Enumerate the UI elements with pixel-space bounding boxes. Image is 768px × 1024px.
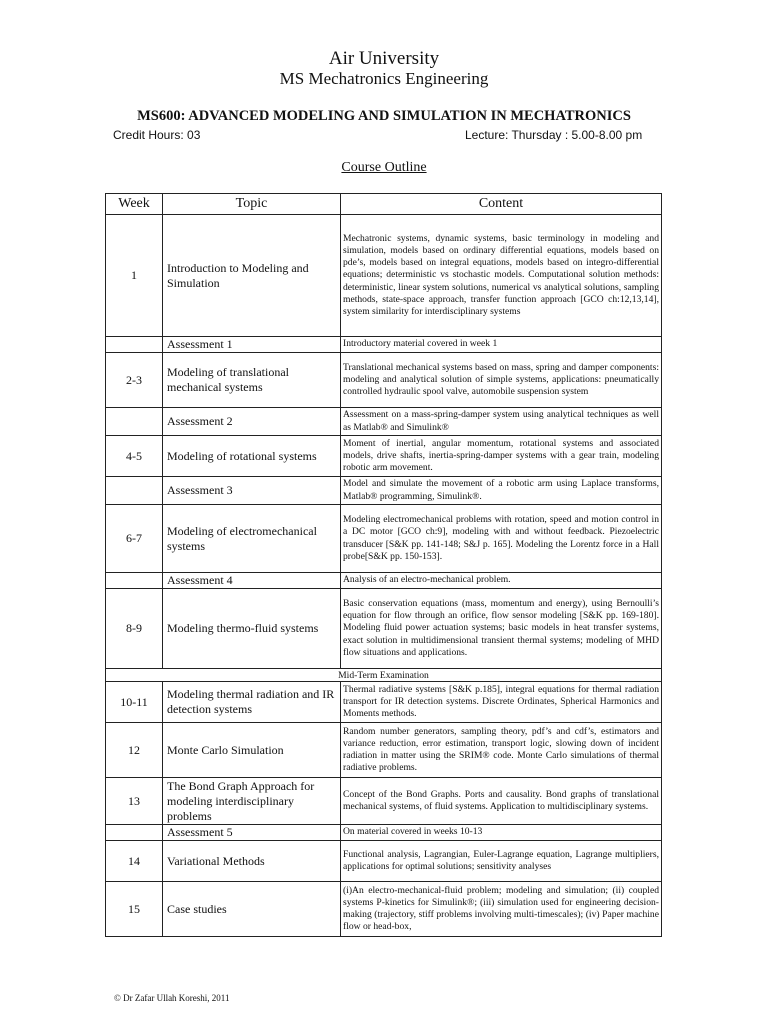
topic-cell: Assessment 2 bbox=[163, 408, 341, 436]
program-title: MS Mechatronics Engineering bbox=[279, 69, 489, 88]
week-cell: 1 bbox=[106, 215, 163, 337]
midterm-label: Mid-Term Examination bbox=[106, 669, 662, 682]
week-cell: 14 bbox=[106, 841, 163, 882]
lecture-time: Lecture: Thursday : 5.00-8.00 pm bbox=[465, 128, 643, 142]
week-cell bbox=[106, 337, 163, 353]
table-row bbox=[106, 778, 662, 825]
table-row bbox=[106, 841, 662, 882]
header-topic: Topic bbox=[163, 194, 341, 215]
table-row bbox=[106, 477, 662, 505]
topic-cell: Assessment 1 bbox=[163, 337, 341, 353]
content-cell: Mechatronic systems, dynamic systems, basic terminology in modeling and simulation, models based on ordinary differential equations, models based on pde’s, models based on integral equations, models based on integro-differential equations; deterministic vs stochastic models. Computational solution methods: deterministic, linear system solutions, numerical vs analytical solutions, sampling methods, state-space approach, transfer function approach [GCO ch:12,13,14], system similarity for interdisciplinary systems bbox=[341, 215, 662, 337]
topic-cell: Assessment 4 bbox=[163, 573, 341, 589]
credit-hours: Credit Hours: 03 bbox=[113, 128, 201, 142]
week-cell: 10-11 bbox=[106, 682, 163, 723]
content-cell: Introductory material covered in week 1 bbox=[341, 337, 662, 353]
table-row bbox=[106, 682, 662, 723]
header-week: Week bbox=[106, 194, 163, 215]
outline-title bbox=[0, 160, 768, 176]
content-cell: Model and simulate the movement of a robotic arm using Laplace transforms, Matlab® programming, Simulink®. bbox=[341, 477, 662, 505]
table-row bbox=[106, 882, 662, 937]
table-row bbox=[106, 436, 662, 477]
content-cell: (i)An electro-mechanical-fluid problem; modeling and simulation; (ii) coupled systems P-kinetics for Simulink®; (iii) simulation used for engineering decision-making (trajectory, stiff problems involving multi-timescales); (iv) Paper machine flow or head-box, bbox=[341, 882, 662, 937]
course-title: MS600: ADVANCED MODELING AND SIMULATION IN MECHATRONICS bbox=[137, 108, 631, 124]
table-row bbox=[106, 825, 662, 841]
footer-copyright: © Dr Zafar Ullah Koreshi, 2011 bbox=[114, 993, 230, 1003]
midterm-row bbox=[106, 669, 662, 682]
week-cell: 2-3 bbox=[106, 353, 163, 408]
topic-cell: Introduction to Modeling and Simulation bbox=[163, 215, 341, 337]
content-cell: Analysis of an electro-mechanical problem. bbox=[341, 573, 662, 589]
table-row bbox=[106, 215, 662, 337]
week-cell: 4-5 bbox=[106, 436, 163, 477]
week-cell: 8-9 bbox=[106, 589, 163, 669]
content-cell: Moment of inertial, angular momentum, rotational systems and associated models, drive shafts, inertia-spring-damper systems with a gear train, modeling robotic arm movement. bbox=[341, 436, 662, 477]
content-cell: On material covered in weeks 10-13 bbox=[341, 825, 662, 841]
topic-cell: Modeling of electromechanical systems bbox=[163, 505, 341, 573]
topic-cell: Modeling thermo-fluid systems bbox=[163, 589, 341, 669]
topic-cell: Assessment 5 bbox=[163, 825, 341, 841]
table-row bbox=[106, 723, 662, 778]
content-cell: Modeling electromechanical problems with rotation, speed and motion control in a DC motor [GCO ch:9], modeling with and without feedback. Piezoelectric transducer [S&K pp. 141-148; S&J p. 165]. Modeling the Lorentz force in a Hall probe[S&K pp. 150-153]. bbox=[341, 505, 662, 573]
topic-cell: Modeling of translational mechanical systems bbox=[163, 353, 341, 408]
content-cell: Concept of the Bond Graphs. Ports and causality. Bond graphs of translational mechanical systems, of fluid systems. Application to multidisciplinary systems. bbox=[341, 778, 662, 825]
week-cell bbox=[106, 573, 163, 589]
table-row bbox=[106, 353, 662, 408]
content-cell: Random number generators, sampling theory, pdf’s and cdf’s, estimators and variance reduction, error estimation, transport logic, slowing down of incident radiation in matter using the SRIM® code. Monte Carlo simulations of thermal radiative problems. bbox=[341, 723, 662, 778]
topic-cell: Case studies bbox=[163, 882, 341, 937]
week-cell: 6-7 bbox=[106, 505, 163, 573]
table-row bbox=[106, 505, 662, 573]
week-cell: 13 bbox=[106, 778, 163, 825]
table-row bbox=[106, 573, 662, 589]
topic-cell: Assessment 3 bbox=[163, 477, 341, 505]
topic-cell: Modeling thermal radiation and IR detection systems bbox=[163, 682, 341, 723]
week-cell: 15 bbox=[106, 882, 163, 937]
table-row bbox=[106, 337, 662, 353]
table-header-row bbox=[106, 194, 662, 215]
university-title: Air University bbox=[328, 48, 440, 69]
topic-cell: Monte Carlo Simulation bbox=[163, 723, 341, 778]
topic-cell: Modeling of rotational systems bbox=[163, 436, 341, 477]
content-cell: Assessment on a mass-spring-damper system using analytical techniques as well as Matlab® and Simulink® bbox=[341, 408, 662, 436]
content-cell: Thermal radiative systems [S&K p.185], integral equations for thermal radiation transport for IR detection systems. Discrete Ordinates, Spherical Harmonics and Moments methods. bbox=[341, 682, 662, 723]
table-row bbox=[106, 408, 662, 436]
table-row bbox=[106, 589, 662, 669]
week-cell: 12 bbox=[106, 723, 163, 778]
content-cell: Translational mechanical systems based on mass, spring and damper components: modeling and analytical solution of simple systems, applications: pneumatically controlled hydraulic spool valve, automobile suspension system bbox=[341, 353, 662, 408]
topic-cell: Variational Methods bbox=[163, 841, 341, 882]
course-outline-table bbox=[105, 193, 662, 937]
week-cell bbox=[106, 408, 163, 436]
content-cell: Basic conservation equations (mass, momentum and energy), using Bernoulli’s equation for flow through an orifice, flow sensor modeling [S&K pp. 169-180]. Modeling fluid power actuation systems; basic models in heat transfer systems, exact solution in multidimensional transient thermal systems; modeling of MHD flow situations and applications. bbox=[341, 589, 662, 669]
content-cell: Functional analysis, Lagrangian, Euler-Lagrange equation, Lagrange multipliers, applications for optimal solutions; sensitivity analyses bbox=[341, 841, 662, 882]
table-body bbox=[106, 215, 662, 937]
outline-title-text: Course Outline bbox=[341, 160, 427, 175]
week-cell bbox=[106, 825, 163, 841]
topic-cell: The Bond Graph Approach for modeling interdisciplinary problems bbox=[163, 778, 341, 825]
week-cell bbox=[106, 477, 163, 505]
header-content: Content bbox=[341, 194, 662, 215]
